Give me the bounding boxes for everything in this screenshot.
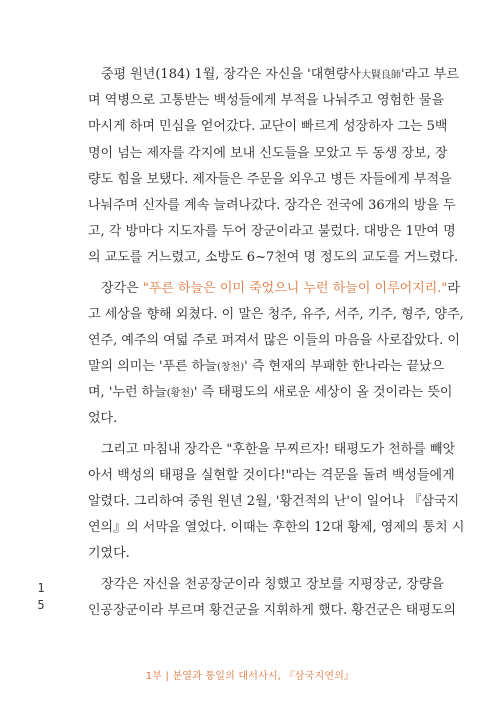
text-line: 량도 힘을 보탰다. 제자들은 주문을 외우고 병든 자들에게 부적을 xyxy=(88,171,452,187)
running-footer: 1부 | 분열과 통일의 대서사시, 『삼국지연의』 xyxy=(145,671,355,682)
text-line: 말의 의미는 '푸른 하늘(창천)' 즉 현재의 부패한 한나라는 끝났으 xyxy=(88,359,445,375)
text-line: 연의』의 서막을 열었다. 이때는 후한의 12대 황제, 영제의 통치 시 xyxy=(88,520,465,536)
text-line: 마시게 하며 민심을 얻어갔다. 교단이 빠르게 성장하자 그는 5백 xyxy=(88,119,448,135)
text-line: 인공장군이라 부르며 황건군을 지휘하게 했다. 황건군은 태평도의 xyxy=(88,602,456,618)
text-line: 며, '누런 하늘(황천)' 즉 태평도의 새로운 세상이 올 것이라는 뜻이 xyxy=(88,385,453,401)
text-line: 고, 각 방마다 지도자를 두어 장군이라고 불렀다. 대방은 1만여 명 xyxy=(88,224,456,240)
text-line: 그리고 마침내 장각은 "후한을 무찌르자! 태평도가 천하를 빼앗 xyxy=(101,441,456,457)
text-line: 중평 원년(184) 1월, 장각은 자신을 '대현량사大賢良師'라고 부르 xyxy=(101,67,459,82)
text-line: 며 역병으로 고통받는 백성들에게 부적을 나눠주고 영험한 물을 xyxy=(88,93,444,109)
text-line: 었다. xyxy=(88,411,118,427)
text-line: 알렸다. 그리하여 중원 원년 2월, '황건적의 난'이 일어나 『삼국지 xyxy=(88,494,460,509)
text-line: 장각은 "푸른 하늘은 이미 죽었으니 누런 하늘이 이루어지리."라 xyxy=(101,280,460,296)
page-number: 15 xyxy=(37,581,45,612)
text-line: 명이 넘는 제자를 각지에 보내 신도들을 모았고 두 동생 장보, 장 xyxy=(88,145,448,161)
text-line: 장각은 자신을 천공장군이라 칭했고 장보를 지평장군, 장량을 xyxy=(101,576,444,592)
text-line: 의 교도를 거느렸고, 소방도 6~7천여 명 정도의 교도를 거느렸다. xyxy=(88,250,459,266)
highlighted-quote: "푸른 하늘은 이미 죽었으니 누런 하늘이 이루어지리." xyxy=(142,280,448,296)
body-text xyxy=(88,62,465,624)
text-line: 기였다. xyxy=(88,546,130,562)
text-line: 아서 백성의 태평을 실현할 것이다!"라는 격문을 돌려 백성들에게 xyxy=(88,467,455,483)
text-line: 나눠주며 신자를 계속 늘려나갔다. 장각은 전국에 36개의 방을 두 xyxy=(88,197,456,213)
text-line: 연주, 예주의 여덟 주로 퍼져서 많은 이들의 마음을 사로잡았다. 이 xyxy=(88,332,460,348)
text-line: 고 세상을 향해 외쳤다. 이 말은 청주, 유주, 서주, 기주, 형주, 양주, xyxy=(88,306,464,322)
